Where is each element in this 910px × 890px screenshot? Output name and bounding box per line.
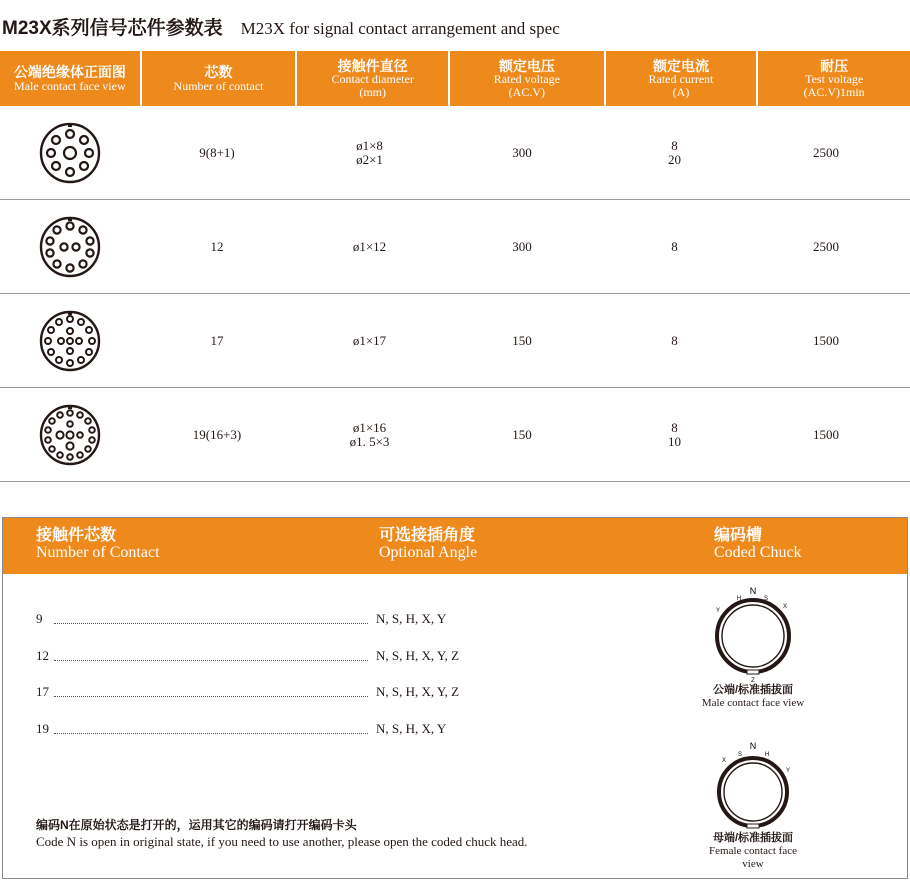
label-z: Z: [751, 678, 755, 684]
title-cn: M23X系列信号芯件参数表: [2, 18, 223, 39]
contact-count: 17: [210, 332, 224, 348]
label-s: S: [763, 596, 769, 602]
test-voltage: 1500: [813, 426, 839, 442]
page-title: [2, 13, 560, 41]
option-count: 19: [36, 721, 49, 736]
rated-current: 8: [671, 238, 678, 254]
header-face-view: [0, 51, 140, 106]
option-count: 12: [36, 648, 49, 663]
header-unit: (mm): [359, 84, 387, 99]
header-en: Coded Chuck: [714, 543, 802, 561]
header-unit: (A): [672, 84, 690, 99]
header-en: Optional Angle: [379, 543, 478, 561]
male-chuck-diagram-icon: [703, 582, 803, 684]
contact-diameter: ø1×16: [352, 419, 387, 435]
coding-panel-header: [3, 518, 907, 574]
spec-table-header: [0, 51, 910, 106]
female-chuck-caption-en: Female contact face view: [709, 845, 797, 871]
table-row: [0, 106, 910, 200]
label-n: N: [749, 741, 757, 751]
female-coded-chuck: [698, 740, 808, 872]
header-test-voltage: [758, 51, 910, 106]
contact-count: 12: [210, 238, 224, 254]
dotted-leader: [54, 725, 368, 734]
contact-diameter: ø2×1: [356, 151, 383, 167]
label-x: X: [721, 758, 727, 764]
contact-face-9-icon: [39, 122, 101, 184]
header-contact-count: [142, 51, 296, 106]
male-chuck-caption-cn: 公端/标准插拔面: [712, 684, 794, 696]
dotted-leader: [54, 652, 368, 661]
contact-count: 9(8+1): [199, 144, 235, 160]
rated-current: 8: [671, 332, 678, 348]
header-cn: 接触件直径: [337, 57, 408, 74]
label-s: S: [737, 752, 743, 758]
header-en: Rated voltage: [493, 72, 560, 87]
label-y: Y: [785, 768, 791, 774]
header-cn: 额定电流: [653, 57, 709, 74]
contact-diameter: ø1×8: [356, 137, 383, 153]
contact-diameter: ø1. 5×3: [349, 433, 390, 449]
table-row: [0, 294, 910, 388]
test-voltage: 2500: [813, 238, 839, 254]
contact-diameter: ø1×17: [352, 332, 387, 348]
male-chuck-caption-en: Male contact face view: [701, 697, 805, 710]
label-h: H: [764, 752, 770, 758]
header-en: Rated current: [648, 72, 714, 87]
rated-current: 8: [671, 137, 678, 153]
rated-voltage: 300: [512, 144, 532, 160]
rated-voltage: 150: [512, 332, 532, 348]
list-item: [36, 683, 496, 701]
header-en: Number of contact: [173, 78, 264, 93]
header-cn: 编码槽: [714, 527, 763, 544]
label-n: N: [749, 586, 757, 596]
list-item: [36, 610, 496, 628]
rated-current: 20: [668, 151, 681, 167]
table-row: [0, 388, 910, 482]
label-y: Y: [715, 608, 721, 614]
label-x: X: [782, 604, 788, 610]
option-angles: N, S, H, X, Y: [376, 721, 447, 736]
rated-current: 8: [671, 419, 678, 435]
label-h: H: [736, 596, 742, 602]
female-chuck-diagram-icon: [703, 740, 803, 832]
header-cn: 额定电压: [498, 57, 555, 74]
header-cn: 接触件芯数: [36, 527, 117, 544]
contact-face-12-icon: [39, 216, 101, 278]
list-item: [36, 720, 496, 738]
option-count: 17: [36, 684, 49, 699]
option-count: 9: [36, 611, 43, 626]
option-angles: N, S, H, X, Y, Z: [376, 684, 460, 699]
note-en: Code N is open in original state, if you need to use another, please open the coded chuck head.: [36, 833, 528, 849]
test-voltage: 2500: [813, 144, 839, 160]
male-coded-chuck: [698, 582, 808, 710]
header-en: Number of Contact: [36, 543, 160, 561]
title-en: M23X for signal contact arrangement and spec: [240, 19, 560, 38]
contact-diameter: ø1×12: [352, 238, 387, 254]
female-chuck-caption-cn: 母端/标准插拔面: [712, 832, 794, 844]
rated-voltage: 300: [512, 238, 532, 254]
header-en: Contact diameter: [331, 72, 414, 87]
test-voltage: 1500: [813, 332, 839, 348]
header-contact-diameter: [297, 51, 448, 106]
header-contact-number: [36, 528, 160, 562]
coding-panel: [2, 517, 908, 879]
dotted-leader: [54, 688, 368, 697]
header-cn: 公端绝缘体正面图: [13, 63, 126, 80]
dotted-leader: [54, 615, 368, 624]
option-angles: N, S, H, X, Y: [376, 611, 447, 626]
rated-voltage: 150: [512, 426, 532, 442]
option-angles: N, S, H, X, Y, Z: [376, 648, 460, 663]
header-cn: 可选接插角度: [379, 527, 476, 544]
header-en: Male contact face view: [14, 78, 126, 93]
coding-note: [36, 818, 528, 850]
rated-current: 10: [668, 433, 681, 449]
note-cn: 编码N在原始状态是打开的，运用其它的编码请打开编码卡头: [36, 818, 357, 832]
contact-count: 19(16+3): [192, 426, 242, 442]
list-item: [36, 647, 496, 665]
header-cn: 芯数: [204, 63, 233, 80]
contact-face-19-icon: [39, 404, 101, 466]
contact-face-17-icon: [39, 310, 101, 372]
header-optional-angle: [379, 528, 477, 562]
header-rated-voltage: [450, 51, 604, 106]
header-rated-current: [606, 51, 757, 106]
header-unit: (AC.V)1min: [803, 84, 865, 99]
header-coded-chuck: [714, 528, 802, 562]
header-cn: 耐压: [820, 57, 849, 74]
header-unit: (AC.V): [508, 84, 545, 99]
spec-table: [0, 51, 910, 482]
table-row: [0, 200, 910, 294]
header-en: Test voltage: [805, 72, 864, 87]
